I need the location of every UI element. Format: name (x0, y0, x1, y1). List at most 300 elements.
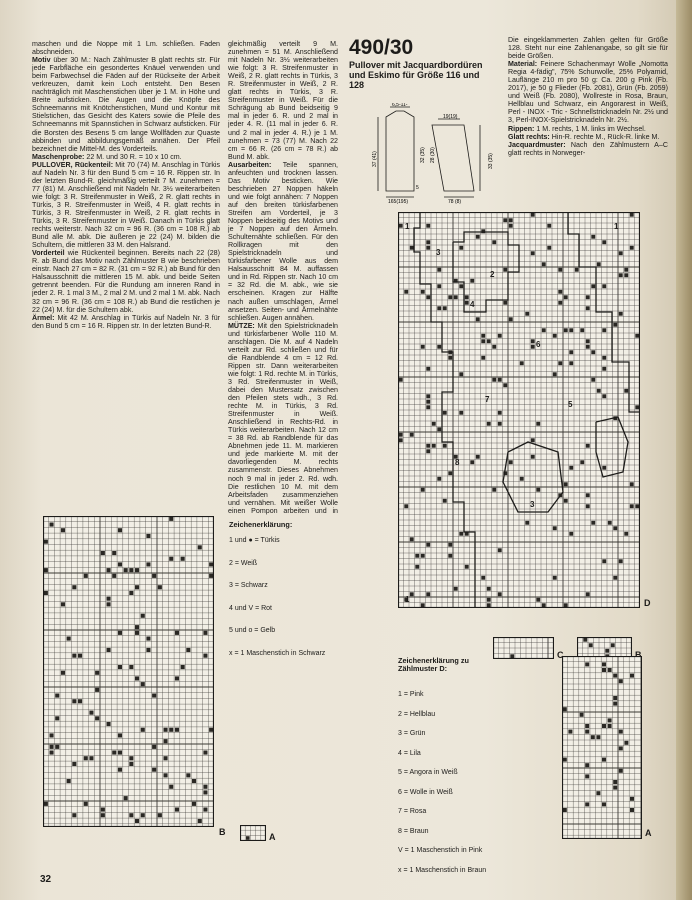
grid-cell-mark (608, 521, 612, 525)
color-number: 1 (405, 595, 410, 604)
grid-cell-mark (630, 808, 634, 812)
grid-cell-mark (630, 674, 634, 678)
grid-cell-mark (459, 372, 463, 376)
grid-cell-mark (585, 763, 589, 767)
grid-cell-mark (613, 576, 617, 580)
grid-cell-mark (124, 796, 128, 800)
grid-cell-mark (118, 665, 122, 669)
grid-cell-mark (421, 603, 425, 607)
grid-cell-mark (443, 444, 447, 448)
grid-cell-mark (613, 702, 617, 706)
paragraph: Rippen: 1 M. rechts, 1 M. links im Wechsel. (508, 124, 646, 133)
grid-cell-mark (470, 460, 474, 464)
grid-cell-mark (158, 813, 162, 817)
grid-cell-mark (72, 585, 76, 589)
color-number: 1 (405, 222, 410, 231)
dim-label: 5 (416, 185, 419, 191)
grid-cell-mark (536, 422, 540, 426)
grid-cell-mark (630, 246, 634, 250)
grid-cell-mark (608, 668, 612, 672)
grid-cell-mark (553, 526, 557, 530)
chart-d-label: D (644, 598, 651, 608)
grid-cell-mark (591, 284, 595, 288)
chart-b-label: B (219, 827, 226, 837)
grid-cell-mark (498, 378, 502, 382)
grid-cell-mark (454, 587, 458, 591)
grid-cell-mark (509, 218, 513, 222)
grid-cell-mark (50, 751, 54, 755)
grid-cell-mark (437, 284, 441, 288)
grid-cell-mark (152, 745, 156, 749)
grid-cell-mark (84, 802, 88, 806)
grid-cell-mark (476, 317, 480, 321)
grid-cell-mark (613, 696, 617, 700)
grid-cell-mark (624, 741, 628, 745)
paragraph: Material: Feinere Schachenmayr Wolle „Nomotta Regia 4-fädig", 75% Schurwolle, 25% Polyamid, Lauflänge 210 m pro 50 g: Ca. 200 g Pink (Fb. 2017), je 50 g Flieder (Fb. 2081), Grün (Fb. 2059) und Weiß (Fb. 2080), Wollreste in Rosa, Braun, Hellblau und Schwarz, ein Angorarest in Weiß, Perl - INOX - Tric - Schnellstricknadeln Nr. 2½ und 3, Perl-INOX-Spielstricknadeln Nr. 2½. (508, 60, 668, 125)
grid-cell-mark (596, 735, 600, 739)
grid-cell-mark (608, 724, 612, 728)
grid-cell-mark (586, 306, 590, 310)
grid-cell-mark (553, 576, 557, 580)
grid-cell-mark (426, 592, 430, 596)
grid-cell-mark (563, 808, 567, 812)
legend-chart-d (398, 657, 548, 886)
grid-cell-mark (101, 551, 105, 555)
sleeve-outline (432, 125, 474, 191)
grid-cell-mark (465, 565, 469, 569)
grid-cell-mark (164, 739, 168, 743)
grid-cell-mark (118, 768, 122, 772)
grid-cell-mark (443, 499, 447, 503)
dim-label: 78 (8) (448, 199, 462, 205)
legend-chart-b (229, 521, 349, 672)
grid-cell-mark (520, 477, 524, 481)
grid-cell-mark (585, 802, 589, 806)
grid-cell-mark (586, 444, 590, 448)
grid-cell-mark (492, 488, 496, 492)
legend-item: x = 1 Maschenstich in Braun (398, 866, 487, 874)
grid-cell-mark (44, 568, 48, 572)
grid-cell-mark (448, 554, 452, 558)
grid-border (241, 826, 266, 841)
grid-cell-mark (503, 218, 507, 222)
grid-cell-mark (564, 295, 568, 299)
instructions-column-2 (228, 40, 338, 515)
grid-cell-mark (118, 751, 122, 755)
grid-cell-mark (476, 235, 480, 239)
paragraph: Vorderteil wie Rückenteil beginnen. Bereits nach 22 (28) R. ab Bund das Motiv nach Zählmuster B wie beschrieben einstr. Nach 27 cm = 82 R. (31 cm = 92 R.) ab Bund für den Halsausschnitt die mittleren 15 M. abk. und beide Seiten getrennt beenden. Für die Rundung am inneren Rand in jeder 2. R. 1 mal 3 M., 2 mal 2 M. und 2 mal 1 M. abk. Nach 32 cm = 96 R. (36 cm = 108 R.) ab Bund die restlichen je 22 (24) M. für die Schultern abk. (32, 249, 220, 314)
grid-cell-mark (61, 528, 65, 532)
grid-cell-mark (146, 637, 150, 641)
grid-cell-mark (602, 394, 606, 398)
grid-cell-mark (124, 568, 128, 572)
grid-cell-mark (426, 246, 430, 250)
grid-cell-mark (415, 554, 419, 558)
grid-cell-mark (448, 356, 452, 360)
grid-cell-mark (44, 540, 48, 544)
grid-cell-mark (509, 224, 513, 228)
grid-cell-mark (564, 482, 568, 486)
grid-cell-mark (487, 598, 491, 602)
grid-cell-mark (198, 545, 202, 549)
grid-cell-mark (602, 802, 606, 806)
grid-cell-mark (531, 251, 535, 255)
paragraph: Motiv über 30 M.: Nach Zählmuster B glatt rechts str. Für jede Farbfläche ein gesondertes Knäuel verwenden und beim Farbwechsel die Fäden auf der Rückseite der Arbeit verkreuzen, damit kein Loch entsteht. Den Besen nachträglich mit Maschenstichen über je 1 M. in Höhe und Breite aufsticken. Die Augen und die Knöpfe des Schneemanns mit Knötchenstichen, Mund und Kontur mit Stielstichen, das Gesicht des Katers sowie die Pfeile des Schneemanns mit Spannstichen in Schwarz aufsticken. Für die Borsten des Besens 5 cm lange Wollfäden zur Quaste abbinden und abbildungsgemäß annähen. Der Pfeil bezeichnet die Mittel-M. des Vorderteils. (32, 56, 220, 153)
grid-cell-mark (426, 394, 430, 398)
grid-cell-mark (498, 422, 502, 426)
grid-cell-mark (135, 568, 139, 572)
grid-cell-mark (569, 361, 573, 365)
grid-cell-mark (613, 786, 617, 790)
grid-cell-mark (426, 400, 430, 404)
grid-cell-mark (563, 758, 567, 762)
grid-cell-mark (198, 819, 202, 823)
grid-cell-mark (498, 411, 502, 415)
grid-cell-mark (498, 592, 502, 596)
grid-cell-mark (437, 268, 441, 272)
grid-cell-mark (585, 724, 589, 728)
grid-cell-mark (591, 235, 595, 239)
grid-cell-mark (158, 585, 162, 589)
grid-cell-mark (481, 334, 485, 338)
grid-cell-mark (520, 361, 524, 365)
grid-cell-mark (209, 562, 213, 566)
grid-cell-mark (186, 773, 190, 777)
grid-cell-mark (459, 411, 463, 415)
grid-cell-mark (421, 345, 425, 349)
grid-cell-mark (78, 699, 82, 703)
grid-cell-mark (547, 224, 551, 228)
grid-cell-mark (426, 295, 430, 299)
grid-cell-mark (591, 735, 595, 739)
grid-cell-mark (454, 295, 458, 299)
grid-cell-mark (596, 791, 600, 795)
grid-cell-mark (164, 773, 168, 777)
legend-item: V = 1 Maschenstich in Pink (398, 847, 483, 854)
legend-item: x = 1 Maschenstich in Schwarz (229, 649, 326, 657)
grid-cell-mark (624, 273, 628, 277)
binding-edge (676, 0, 692, 900)
grid-cell-mark (602, 724, 606, 728)
grid-cell-mark (410, 592, 414, 596)
grid-cell-mark (426, 543, 430, 547)
grid-cell-mark (602, 559, 606, 563)
grid-cell-mark (602, 662, 606, 666)
grid-cell-mark (569, 328, 573, 332)
grid-cell-mark (498, 548, 502, 552)
pattern-title: Pullover mit Jacquardbordüren und Eskimo für Größe 116 und 128 (349, 60, 483, 90)
legend-item: 1 = Pink (398, 691, 424, 698)
grid-cell-mark (175, 728, 179, 732)
grid-cell-mark (619, 251, 623, 255)
grid-cell-mark (613, 323, 617, 327)
grid-cell-mark (503, 383, 507, 387)
grid-cell-mark (624, 389, 628, 393)
grid-cell-mark (443, 306, 447, 310)
grid-cell-mark (586, 493, 590, 497)
grid-cell-mark (503, 301, 507, 305)
grid-cell-mark (553, 334, 557, 338)
grid-cell-mark (186, 648, 190, 652)
grid-cell-mark (169, 728, 173, 732)
grid-cell-mark (481, 356, 485, 360)
dim-label: 37 (41) (372, 151, 378, 167)
grid-cell-mark (585, 730, 589, 734)
grid-cell-mark (135, 631, 139, 635)
grid-cell-mark (50, 523, 54, 527)
grid-cell-mark (164, 728, 168, 732)
legend-item: 3 = Schwarz (229, 582, 268, 589)
grid-cell-mark (602, 466, 606, 470)
grid-cell-mark (602, 240, 606, 244)
chart-b-small-label: B (635, 650, 642, 660)
dim-label: 6,5-11- (392, 103, 408, 108)
grid-cell-mark (135, 819, 139, 823)
grid-cell-mark (498, 334, 502, 338)
grid-cell-mark (586, 295, 590, 299)
grid-cell-mark (602, 356, 606, 360)
grid-cell-mark (586, 504, 590, 508)
grid-cell-mark (410, 537, 414, 541)
grid-cell-mark (67, 637, 71, 641)
grid-cell-mark (135, 676, 139, 680)
grid-cell-mark (547, 246, 551, 250)
grid-cell-mark (542, 262, 546, 266)
legend-title: Zeichenerklärung: (229, 520, 293, 529)
grid-cell-mark (169, 557, 173, 561)
grid-cell-mark (95, 688, 99, 692)
legend-item: 2 = Weiß (229, 559, 258, 567)
grid-cell-mark (569, 532, 573, 536)
chart-a-grid-small (240, 825, 266, 841)
grid-cell-mark (209, 574, 213, 578)
grid-cell-mark (459, 284, 463, 288)
grid-cell-mark (410, 433, 414, 437)
grid-cell-mark (586, 339, 590, 343)
grid-cell-mark (465, 301, 469, 305)
grid-cell-mark (558, 301, 562, 305)
grid-cell-mark (410, 246, 414, 250)
grid-cell-mark (169, 517, 173, 521)
grid-cell-mark (78, 654, 82, 658)
grid-cell-mark (630, 213, 634, 217)
grid-cell-mark (591, 350, 595, 354)
grid-cell-mark (564, 328, 568, 332)
grid-cell-mark (118, 528, 122, 532)
grid-cell-mark (95, 716, 99, 720)
grid-cell-mark (619, 312, 623, 316)
grid-cell-mark (602, 758, 606, 762)
color-number: 8 (455, 458, 460, 467)
grid-cell-mark (89, 711, 93, 715)
motif-outline (596, 417, 628, 477)
grid-cell-mark (481, 576, 485, 580)
paragraph: Glatt rechts: Hin-R. rechte M., Rück-R. linke M. (508, 132, 660, 141)
grid-cell-mark (141, 682, 145, 686)
grid-cell-mark (635, 334, 639, 338)
grid-cell-mark (613, 526, 617, 530)
grid-cell-mark (61, 602, 65, 606)
grid-cell-mark (112, 551, 116, 555)
color-number: 2 (490, 270, 495, 279)
instructions-column-1 (32, 40, 220, 510)
grid-cell-mark (84, 574, 88, 578)
grid-cell-mark (112, 751, 116, 755)
grid-cell-mark (536, 488, 540, 492)
grid-cell-mark (112, 574, 116, 578)
legend-item: 2 = Hellblau (398, 710, 436, 718)
grid-cell-mark (175, 676, 179, 680)
dim-label: 28 (30) (430, 147, 436, 163)
grid-cell-mark (558, 361, 562, 365)
legend-item: 4 und V = Rot (229, 604, 273, 612)
grid-cell-mark (619, 679, 623, 683)
paragraph: Ausarbeiten: Teile spannen, anfeuchten und trocknen lassen. Das Motiv besticken. Wie beschrieben 27 Noppen häkeln und wie folgt annähen: 7 Noppen auf den breiten türkisfarbenen Streifen am Vorderteil, je 3 Noppen beidseitig des Motivs und je 7 Noppen auf den Ärmeln. Schulternähte schließen. Für den Rollkragen mit den Spielstricknadeln und türkisfarbener Wolle aus dem Halsausschnitt 84 M. auffassen und in Rd. Rippen str. Nach 10 cm = 32 Rd. die M. abk., wie sie erscheinen. Kragen zur Hälfte nach außen umschlagen, Ärmel ansetzen. Seiten- und Ärmelnähte schließen. Augen annähen. (228, 160, 338, 322)
grid-cell-mark (525, 312, 529, 316)
grid-cell-mark (487, 422, 491, 426)
paragraph: Jacquardmuster: Nach den Zählmustern A–C glatt rechts in Norweger- (508, 140, 668, 157)
grid-cell-mark (61, 671, 65, 675)
grid-cell-mark (580, 328, 584, 332)
grid-cell-mark (399, 224, 403, 228)
color-number: 1 (614, 222, 619, 231)
grid-cell-mark (203, 654, 207, 658)
grid-cell-mark (107, 648, 111, 652)
grid-cell-mark (432, 422, 436, 426)
grid-cell-mark (591, 521, 595, 525)
dim-label: 32 (35) (420, 147, 426, 163)
grid-cell-mark (597, 389, 601, 393)
grid-cell-mark (181, 665, 185, 669)
grid-cell-mark (118, 631, 122, 635)
grid-cell-mark (448, 543, 452, 547)
grid-cell-mark (619, 730, 623, 734)
grid-cell-mark (503, 268, 507, 272)
grid-cell-mark (624, 268, 628, 272)
instructions-column-3 (508, 36, 668, 208)
grid-cell-mark (619, 273, 623, 277)
grid-cell-mark (569, 350, 573, 354)
chart-b-grid (43, 516, 214, 827)
grid-cell-mark (531, 438, 535, 442)
grid-cell-mark (169, 785, 173, 789)
grid-cell-mark (448, 295, 452, 299)
grid-cell-mark (44, 802, 48, 806)
grid-cell-mark (203, 785, 207, 789)
grid-cell-mark (246, 836, 250, 840)
grid-border (563, 657, 642, 839)
garment-schematic (352, 103, 502, 205)
grid-cell-mark (470, 279, 474, 283)
grid-cell-mark (107, 722, 111, 726)
grid-cell-mark (586, 345, 590, 349)
grid-cell-mark (619, 746, 623, 750)
grid-cell-mark (129, 591, 133, 595)
grid-cell-mark (630, 797, 634, 801)
grid-cell-mark (399, 438, 403, 442)
grid-cell-mark (531, 213, 535, 217)
grid-cell-mark (531, 455, 535, 459)
grid-cell-mark (465, 295, 469, 299)
color-number: 3 (436, 248, 441, 257)
chart-c-grid (493, 637, 554, 659)
grid-cell-mark (580, 460, 584, 464)
grid-cell-mark (50, 733, 54, 737)
grid-cell-mark (492, 378, 496, 382)
chart-d-grid (398, 212, 640, 608)
grid-cell-mark (107, 597, 111, 601)
grid-cell-mark (55, 716, 59, 720)
grid-cell-mark (476, 455, 480, 459)
grid-cell-mark (129, 568, 133, 572)
paragraph: PULLOVER, Rückenteil: Mit 70 (74) M. Anschlag in Türkis auf Nadeln Nr. 3 für den Bund 5 cm = 16 R. Rippen str. In der letzten Bund-R. gleichmäßig verteilt 7 M. zunehmen = 77 (81) M. Anschließend mit Nadeln Nr. 3½ weiterarbeiten wie folgt: 3 R. Streifenmuster in Weiß, 2 R. glatt rechts in Türkis, 3 R. Streifenmuster in Weiß, 4 R. glatt rechts in Türkis, 3 R. Streifenmuster in Weiß, 2 R. glatt rechts in Türkis, 3 R. Streifenmuster in Weiß. Danach in Türkis glatt rechts weiterstr. Nach 32 cm = 96 R. (36 cm = 108 R.) ab Bund alle M. abk. Die äußeren je 22 (24) M. bilden die Schultern, die mittleren 33 M. den Halsrand. (32, 160, 220, 250)
paragraph: Maschenprobe: 22 M. und 30 R. = 10 x 10 cm. (32, 152, 182, 161)
grid-cell-mark (118, 562, 122, 566)
grid-cell-mark (55, 694, 59, 698)
grid-cell-mark (432, 444, 436, 448)
grid-cell-mark (509, 317, 513, 321)
grid-cell-mark (597, 262, 601, 266)
grid-cell-mark (492, 345, 496, 349)
grid-cell-mark (605, 649, 609, 653)
grid-cell-mark (426, 240, 430, 244)
chart-a-label: A (269, 832, 276, 842)
paragraph: Ärmel: Mit 42 M. Anschlag in Türkis auf Nadeln Nr. 3 für den Bund 5 cm = 16 R. Rippen str. In der letzten Bund-R. (32, 313, 220, 330)
grid-cell-mark (55, 745, 59, 749)
color-number: 5 (568, 400, 573, 409)
grid-cell-mark (542, 328, 546, 332)
grid-cell-mark (175, 808, 179, 812)
grid-cell-mark (129, 665, 133, 669)
grid-cell-mark (152, 768, 156, 772)
grid-cell-mark (437, 477, 441, 481)
grid-cell-mark (568, 730, 572, 734)
grid-cell-mark (141, 728, 145, 732)
dim-label: 33 (35) (488, 153, 494, 169)
grid-cell-mark (635, 405, 639, 409)
grid-cell-mark (437, 306, 441, 310)
grid-cell-mark (589, 643, 593, 647)
grid-cell-mark (630, 504, 634, 508)
grid-cell-mark (404, 504, 408, 508)
grid-cell-mark (129, 813, 133, 817)
grid-cell-mark (591, 378, 595, 382)
grid-cell-mark (89, 756, 93, 760)
grid-cell-mark (67, 779, 71, 783)
grid-cell-mark (569, 466, 573, 470)
grid-cell-mark (72, 762, 76, 766)
grid-cell-mark (553, 372, 557, 376)
grid-cell-mark (203, 808, 207, 812)
grid-cell-mark (135, 585, 139, 589)
grid-cell-mark (175, 631, 179, 635)
paragraph: maschen und die Noppe mit 1 Lm. schließen. Faden abschneiden. (32, 40, 220, 57)
grid-cell-mark (426, 367, 430, 371)
grid-cell-mark (536, 598, 540, 602)
grid-cell-mark (602, 328, 606, 332)
color-number: 4 (470, 300, 475, 309)
legend-item: 1 und ● = Türkis (229, 537, 280, 544)
grid-cell-mark (141, 813, 145, 817)
grid-cell-mark (84, 756, 88, 760)
grid-cell-mark (399, 378, 403, 382)
grid-cell-mark (141, 614, 145, 618)
grid-cell-mark (181, 557, 185, 561)
grid-cell-mark (564, 603, 568, 607)
grid-cell-mark (107, 568, 111, 572)
grid-cell-mark (421, 290, 425, 294)
grid-cell-mark (580, 713, 584, 717)
